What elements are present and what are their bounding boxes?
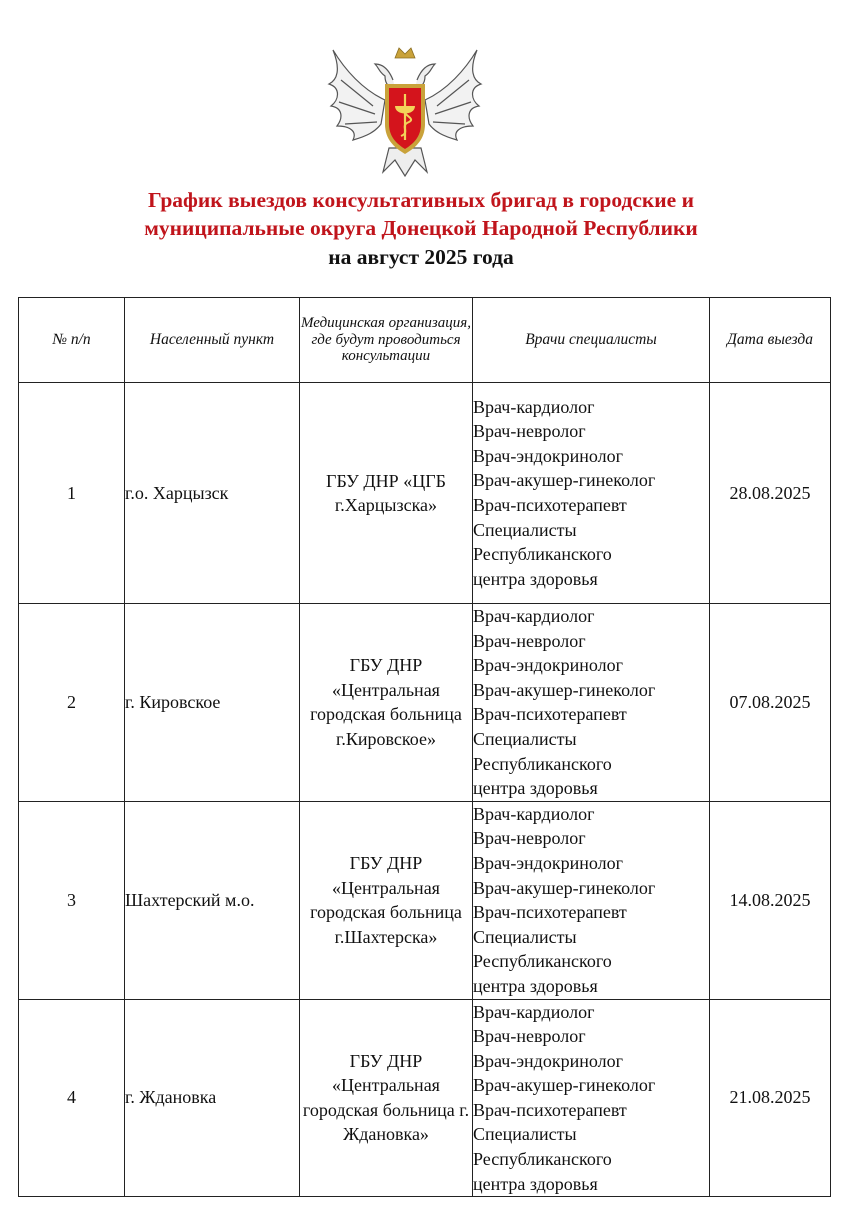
table-row — [19, 383, 831, 604]
doctor-line: Врач-эндокринолог — [473, 852, 623, 873]
doctor-line: центра здоровья — [473, 778, 598, 799]
doctor-line: Врач-психотерапевт — [473, 1099, 627, 1120]
doctor-line: Врач-кардиолог — [473, 1001, 595, 1022]
row-organization: ГБУ ДНР «Центральная городская больница г.Кировское» — [300, 604, 473, 802]
doctor-line: Врач-психотерапевт — [473, 704, 627, 725]
table-row — [19, 999, 831, 1197]
header-num: № п/п — [19, 298, 125, 383]
row-place: г. Кировское — [125, 604, 300, 802]
doctor-line: Врач-кардиолог — [473, 803, 595, 824]
row-doctors — [473, 604, 710, 802]
row-doctors — [473, 999, 710, 1197]
doctor-line: Специалисты — [473, 728, 577, 749]
table-row — [19, 604, 831, 802]
doctor-line: Врач-эндокринолог — [473, 655, 623, 676]
doctor-line: Врач-эндокринолог — [473, 1050, 623, 1071]
doctor-line: Врач-акушер-гинеколог — [473, 470, 656, 491]
row-number: 1 — [19, 383, 125, 604]
row-date: 07.08.2025 — [710, 604, 831, 802]
doctor-line: Республиканского — [473, 753, 612, 774]
header-date: Дата выезда — [710, 298, 831, 383]
row-date: 14.08.2025 — [710, 801, 831, 999]
header-org: Медицинская организация, где будут проводиться консультации — [300, 298, 473, 383]
row-doctors — [473, 801, 710, 999]
row-number: 2 — [19, 604, 125, 802]
table-header-row — [19, 298, 831, 383]
row-number: 3 — [19, 801, 125, 999]
doctor-line: Республиканского — [473, 951, 612, 972]
doctor-line: Врач-акушер-гинеколог — [473, 877, 656, 898]
schedule-table — [18, 297, 831, 1197]
doctor-line: Врач-невролог — [473, 630, 586, 651]
doctor-line: Врач-психотерапевт — [473, 495, 627, 515]
row-organization: ГБУ ДНР «ЦГБ г.Харцызска» — [300, 383, 473, 604]
row-place: Шахтерский м.о. — [125, 801, 300, 999]
row-date: 21.08.2025 — [710, 999, 831, 1197]
header-doctors: Врачи специалисты — [473, 298, 710, 383]
doctor-line: Врач-невролог — [473, 421, 586, 442]
doctor-line: Врач-психотерапевт — [473, 902, 627, 923]
doctor-line: Специалисты — [473, 519, 577, 540]
doctor-line: Республиканского — [473, 1149, 612, 1170]
row-doctors — [473, 383, 710, 604]
doctor-line: Республиканского — [473, 544, 612, 565]
doctor-line: центра здоровья — [473, 975, 598, 996]
row-organization: ГБУ ДНР «Центральная городская больница г.Шахтерска» — [300, 801, 473, 999]
header-place: Населенный пункт — [125, 298, 300, 383]
doctor-line: Врач-невролог — [473, 828, 586, 849]
doctor-line: Врач-эндокринолог — [473, 445, 623, 466]
document-title-line2: муниципальные округа Донецкой Народной Республики — [144, 216, 698, 240]
doctor-line: Врач-невролог — [473, 1026, 586, 1047]
row-place: г.о. Харцызск — [125, 383, 300, 604]
doctor-line: Врач-кардиолог — [473, 606, 595, 626]
doctor-line: центра здоровья — [473, 568, 598, 589]
doctor-line: Врач-акушер-гинеколог — [473, 679, 656, 700]
doctor-line: Специалисты — [473, 926, 577, 947]
doctor-line: Врач-акушер-гинеколог — [473, 1075, 656, 1096]
document-title-line3: на август 2025 года — [328, 245, 514, 269]
row-organization: ГБУ ДНР «Центральная городская больница г. Ждановка» — [300, 999, 473, 1197]
row-date: 28.08.2025 — [710, 383, 831, 604]
doctor-line: Врач-кардиолог — [473, 396, 595, 417]
doctor-line: центра здоровья — [473, 1173, 598, 1194]
dnr-health-eagle-emblem-icon — [323, 40, 487, 178]
document-title-line1: График выездов консультативных бригад в городские и — [148, 188, 694, 212]
row-place: г. Ждановка — [125, 999, 300, 1197]
row-number: 4 — [19, 999, 125, 1197]
table-row — [19, 801, 831, 999]
doctor-line: Специалисты — [473, 1124, 577, 1145]
